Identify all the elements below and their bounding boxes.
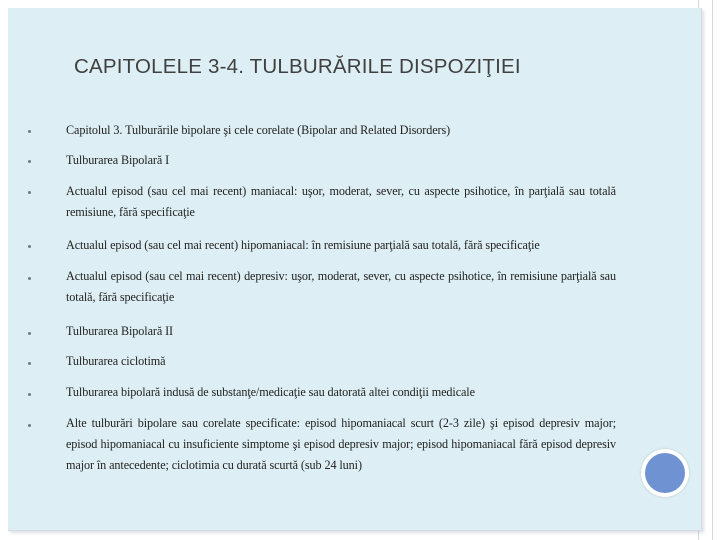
list-item: Capitolul 3. Tulburările bipolare şi cele corelate (Bipolar and Related Disorders): [66, 123, 451, 137]
list-item: Tulburarea Bipolară II: [66, 324, 174, 338]
bullet-dot: [28, 130, 31, 133]
bullet-dot: [28, 245, 31, 248]
bullet-dot: [28, 160, 31, 163]
list-item: Tulburarea bipolară indusă de substanţe/medicaţie sau datorată altei condiţii medicale: [66, 385, 475, 399]
list-item: Tulburarea ciclotimă: [66, 354, 166, 368]
list-item: Tulburarea Bipolară I: [66, 153, 170, 167]
bullet-dot: [28, 277, 31, 280]
slide-title: CAPITOLELE 3-4. TULBURĂRILE DISPOZIŢIEI: [74, 55, 521, 78]
list-item: Actualul episod (sau cel mai recent) hipomaniacal: în remisiune parţială sau totală, fără specificaţie: [66, 238, 540, 252]
bullet-dot: [28, 393, 31, 396]
bullet-dot: [28, 191, 31, 194]
bullet-dot: [28, 362, 31, 365]
edge-line: [712, 0, 713, 540]
list-item: Alte tulburări bipolare sau corelate specificate: episod hipomaniacal scurt (2-3 zile) şi episod depresiv major; episod hipomaniacal cu insuficiente simptome şi episod depresiv major; episod hipomaniacal fără episod depresiv major în antecedente; ciclotimia cu durată scurtă (sub 24 luni): [66, 416, 616, 472]
decorative-circle-fill: [645, 453, 685, 493]
bullet-dot: [28, 332, 31, 335]
decorative-circle: [641, 449, 689, 497]
bullet-dot: [28, 424, 31, 427]
list-item: Actualul episod (sau cel mai recent) depresiv: uşor, moderat, sever, cu aspecte psihotice, în remisiune parţială sau totală, fără specificaţie: [66, 269, 616, 304]
list-item: Actualul episod (sau cel mai recent) maniacal: uşor, moderat, sever, cu aspecte psihotice, în parţială sau totală remisiune, fără specificaţie: [66, 184, 616, 219]
